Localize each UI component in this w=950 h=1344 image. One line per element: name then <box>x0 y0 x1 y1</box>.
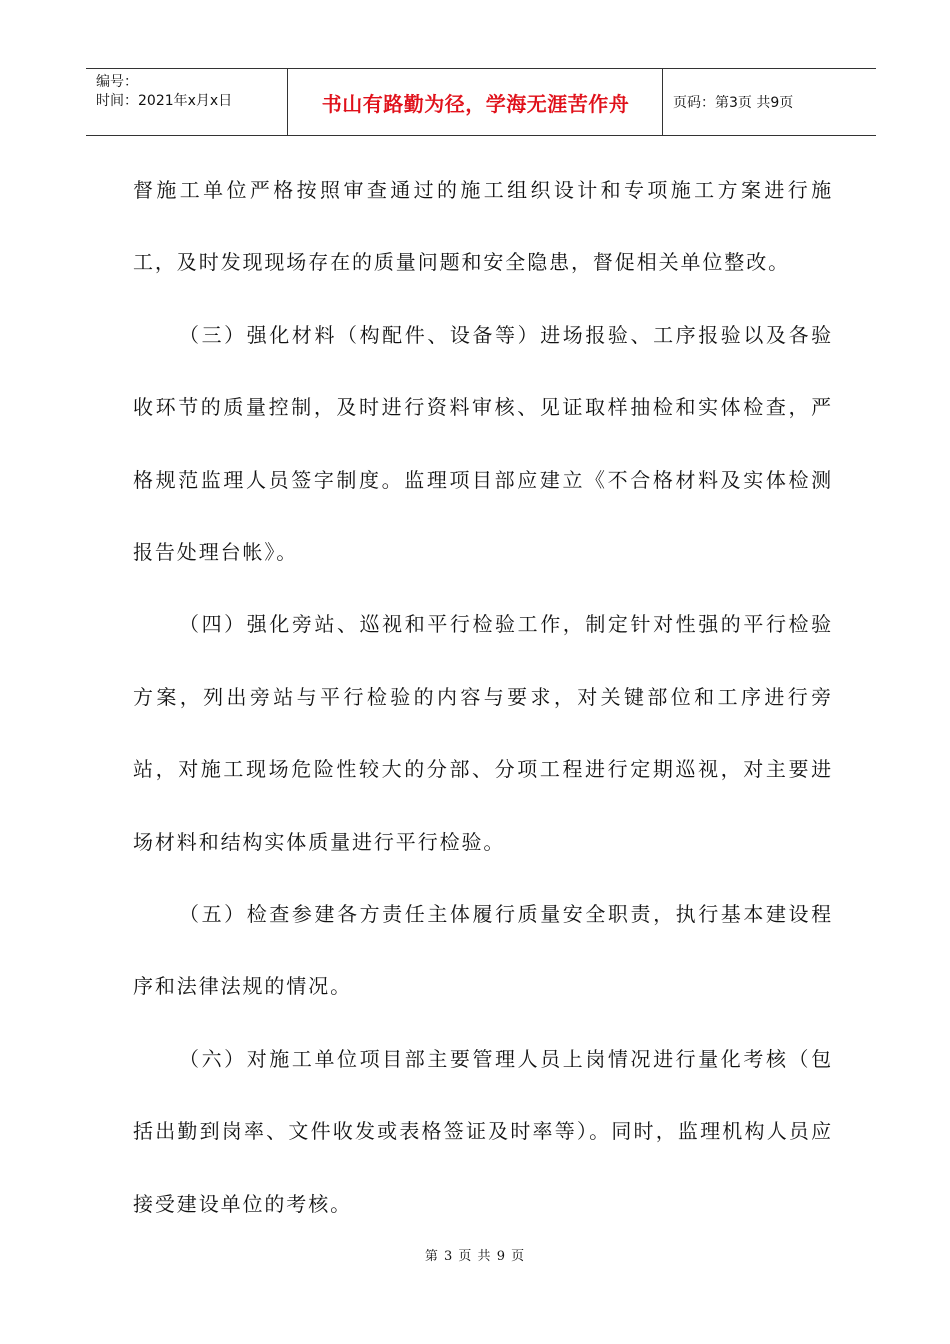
paragraph-continued: 督施工单位严格按照审查通过的施工组织设计和专项施工方案进行施工，及时发现现场存在的质量问题和安全隐患，督促相关单位整改。 <box>133 178 833 275</box>
document-number-label: 编号： <box>96 74 138 90</box>
document-body <box>133 154 833 1240</box>
page-footer: 第 3 页 共 9 页 <box>424 1249 526 1264</box>
header-page-info: 页码：第3页 共9页 <box>673 95 794 111</box>
paragraph-item-5: （五）检查参建各方责任主体履行质量安全职责，执行基本建设程序和法律法规的情况。 <box>133 902 833 999</box>
document-date-label: 时间：2021年x月x日 <box>96 93 233 109</box>
header-meta <box>86 69 288 135</box>
paragraph-item-6: （六）对施工单位项目部主要管理人员上岗情况进行量化考核（包括出勤到岗率、文件收发或表格签证及时率等）。同时，监理机构人员应接受建设单位的考核。 <box>133 1046 833 1216</box>
page-header <box>86 68 876 136</box>
header-motto: 书山有路勤为径，学海无涯苦作舟 <box>289 69 663 135</box>
paragraph-item-3: （三）强化材料（构配件、设备等）进场报验、工序报验以及各验收环节的质量控制，及时进行资料审核、见证取样抽检和实体检查，严格规范监理人员签字制度。监理项目部应建立《不合格材料及实体检测报告处理台帐》。 <box>133 322 833 565</box>
paragraph-item-4: （四）强化旁站、巡视和平行检验工作，制定针对性强的平行检验方案，列出旁站与平行检验的内容与要求，对关键部位和工序进行旁站，对施工现场危险性较大的分部、分项工程进行定期巡视，对主要进场材料和结构实体质量进行平行检验。 <box>133 612 833 854</box>
